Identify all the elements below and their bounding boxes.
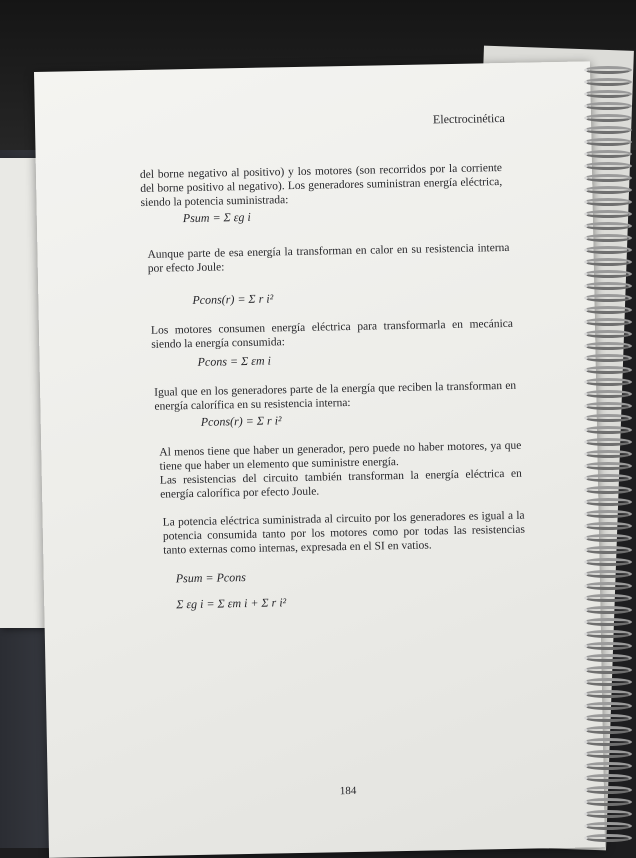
spiral-coil <box>584 174 632 182</box>
spiral-coil <box>584 474 632 482</box>
paragraph-motors-internal: Igual que en los generadores parte de la energía que reciben la transforman en energía calorífica en su resistencia interna: <box>154 379 517 413</box>
spiral-coil <box>584 822 632 830</box>
spiral-coil <box>584 102 632 110</box>
spiral-coil <box>584 630 632 638</box>
book-page <box>34 61 605 858</box>
page-header-title: Electrocinética <box>432 110 506 127</box>
spiral-coil <box>584 546 632 554</box>
spiral-coil <box>584 702 632 710</box>
spiral-coil <box>584 426 632 434</box>
spiral-coil <box>584 126 632 134</box>
spiral-coil <box>584 570 632 578</box>
spiral-coil <box>584 90 632 98</box>
spiral-coil <box>584 450 632 458</box>
spiral-coil <box>584 414 632 422</box>
equation-motor-internal-losses: Pcons(r) = Σ r i² <box>200 413 282 429</box>
equation-internal-losses: Pcons(r) = Σ r i² <box>192 291 274 307</box>
spiral-coil <box>584 234 632 242</box>
spiral-coil <box>584 558 632 566</box>
spiral-coil <box>584 246 632 254</box>
spiral-coil <box>584 390 632 398</box>
equation-energy-balance: Σ εg i = Σ εm i + Σ r i² <box>176 595 287 612</box>
spiral-coil <box>584 498 632 506</box>
spiral-coil <box>584 222 632 230</box>
spiral-coil <box>584 438 632 446</box>
spiral-coil <box>584 486 632 494</box>
paragraph-at-least-one-generator: Al menos tiene que haber un generador, pero puede no haber motores, ya que tiene que haber un elemento que suministre energía. <box>159 439 522 473</box>
paragraph-motors-consume: Los motores consumen energía eléctrica para transformarla en mecánica siendo la energía consumida: <box>150 317 514 351</box>
spiral-coil <box>584 270 632 278</box>
spiral-coil <box>584 318 632 326</box>
spiral-coil <box>584 810 632 818</box>
spiral-coil <box>584 66 632 74</box>
spiral-coil <box>584 642 632 650</box>
page-number: 184 <box>339 784 357 798</box>
spiral-coil <box>584 210 632 218</box>
spiral-coil <box>584 354 632 362</box>
spiral-coil <box>584 654 632 662</box>
equation-power-consumed: Pcons = Σ εm i <box>197 353 272 369</box>
spiral-coil <box>584 726 632 734</box>
paragraph-power-balance: La potencia eléctrica suministrada al circuito por los generadores es igual a la potencia consumida tanto por los motores como por todas las resistencias tanto externas como internas, expresada en el SI en vatios. <box>162 509 525 557</box>
spiral-coil <box>584 786 632 794</box>
spiral-coil <box>584 198 632 206</box>
spiral-coil <box>584 510 632 518</box>
spiral-coil <box>584 150 632 158</box>
equation-power-supplied: Psum = Σ εg i <box>182 209 251 226</box>
paragraph-generators-motors: del borne negativo al positivo) y los motores (son recorridos por la corriente del borne positivo al negativo). Los generadores suministran energía eléctrica, siendo la potencia suministrada: <box>139 162 503 209</box>
spiral-coil <box>584 138 632 146</box>
spiral-binding <box>578 60 636 848</box>
spiral-coil <box>584 738 632 746</box>
spiral-coil <box>584 834 632 842</box>
spiral-coil <box>584 522 632 530</box>
spiral-coil <box>584 330 632 338</box>
spiral-coil <box>584 402 632 410</box>
spiral-coil <box>584 258 632 266</box>
spiral-coil <box>584 618 632 626</box>
spiral-coil <box>584 582 632 590</box>
spiral-coil <box>584 594 632 602</box>
spiral-coil <box>584 78 632 86</box>
spiral-coil <box>584 762 632 770</box>
spiral-coil <box>584 162 632 170</box>
spiral-coil <box>584 282 632 290</box>
spiral-coil <box>584 306 632 314</box>
spiral-coil <box>584 294 632 302</box>
spiral-coil <box>584 678 632 686</box>
spiral-coil <box>584 342 632 350</box>
paragraph-joule-losses: Aunque parte de esa energía la transforman en calor en su resistencia interna por efecto Joule: <box>147 241 510 275</box>
spiral-coil <box>584 798 632 806</box>
paragraph-resistances-joule: Las resistencias del circuito también transforman la energía eléctrica en energía calorífica por efecto Joule. <box>159 467 522 501</box>
equation-power-balance: Psum = Pcons <box>175 570 246 586</box>
spiral-coil <box>584 114 632 122</box>
spiral-coil <box>584 714 632 722</box>
spiral-coil <box>584 534 632 542</box>
spiral-coil <box>584 606 632 614</box>
spiral-coil <box>584 366 632 374</box>
spiral-coil <box>584 462 632 470</box>
spiral-coil <box>584 774 632 782</box>
spiral-coil <box>584 750 632 758</box>
spiral-coil <box>584 186 632 194</box>
spiral-coil <box>584 666 632 674</box>
spiral-coil <box>584 690 632 698</box>
spiral-coil <box>584 378 632 386</box>
